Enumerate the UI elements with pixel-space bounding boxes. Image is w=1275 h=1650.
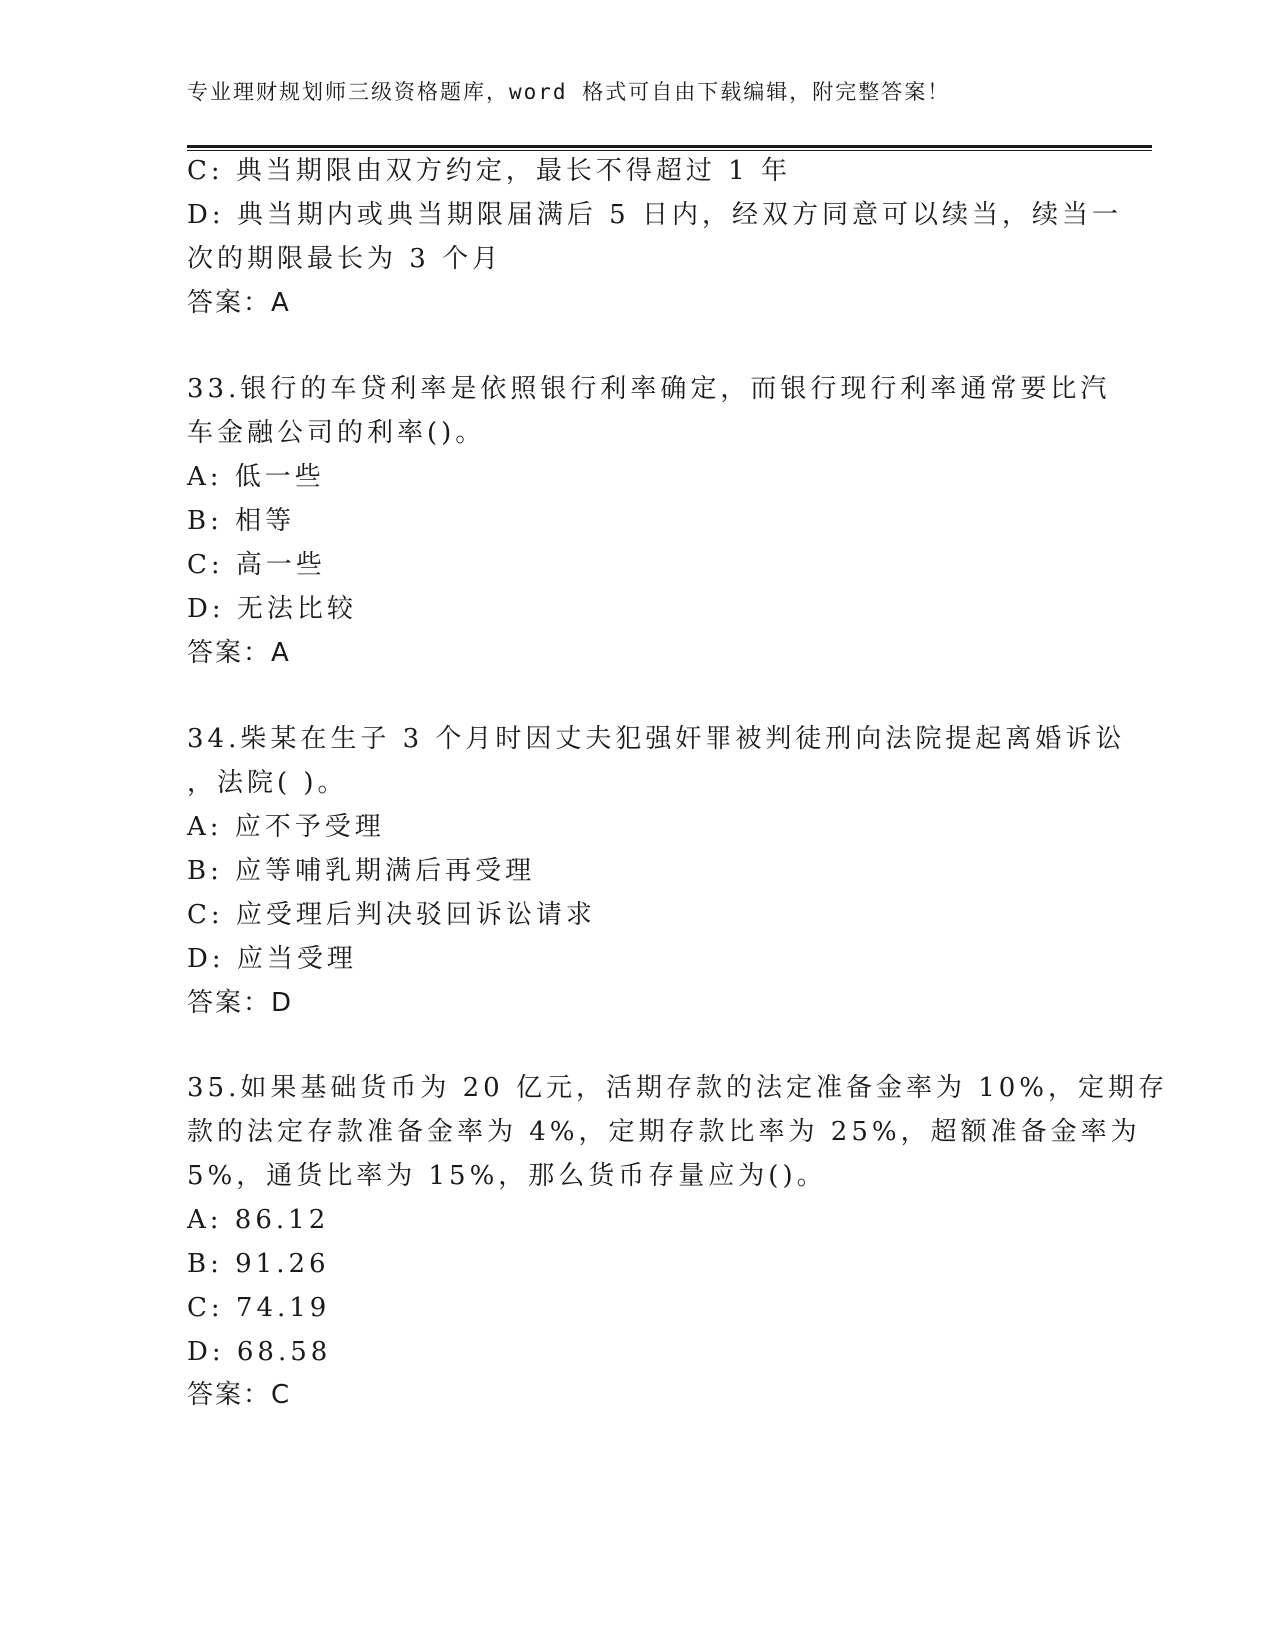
q35-option-d: D: 68.58 bbox=[187, 1337, 332, 1367]
q34-option-d: D: 应当受理 bbox=[187, 944, 357, 974]
q35-answer: 答案：C bbox=[187, 1380, 292, 1410]
q32-option-d-line1: D: 典当期内或典当期限届满后 5 日内，经双方同意可以续当，续当一 bbox=[187, 200, 1122, 230]
q35-stem-line1: 35.如果基础货币为 20 亿元，活期存款的法定准备金率为 10%，定期存 bbox=[187, 1073, 1169, 1103]
q35-option-a: A: 86.12 bbox=[187, 1205, 330, 1235]
q34-option-a: A: 应不予受理 bbox=[187, 812, 385, 842]
q34-option-c: C: 应受理后判决驳回诉讼请求 bbox=[187, 900, 596, 930]
q33-option-d: D: 无法比较 bbox=[187, 594, 357, 624]
q33-stem-line2: 车金融公司的利率()。 bbox=[187, 418, 486, 448]
q33-option-a: A: 低一些 bbox=[187, 462, 325, 492]
q35-option-b: B: 91.26 bbox=[187, 1249, 330, 1279]
page-header: 专业理财规划师三级资格题库，word 格式可自由下载编辑，附完整答案！ bbox=[187, 80, 951, 104]
q33-stem-line1: 33.银行的车贷利率是依照银行利率确定，而银行现行利率通常要比汽 bbox=[187, 374, 1111, 404]
q35-stem-line2: 款的法定存款准备金率为 4%，定期存款比率为 25%，超额准备金率为 bbox=[187, 1117, 1141, 1147]
header-rule-thin bbox=[187, 150, 1152, 151]
q35-stem-line3: 5%，通货比率为 15%，那么货币存量应为()。 bbox=[187, 1161, 827, 1191]
q35-option-c: C: 74.19 bbox=[187, 1293, 331, 1323]
q34-option-b: B: 应等哺乳期满后再受理 bbox=[187, 856, 536, 886]
q32-answer: 答案：A bbox=[187, 288, 291, 318]
q32-option-d-line2: 次的期限最长为 3 个月 bbox=[187, 244, 503, 274]
q34-stem-line2: ，法院( )。 bbox=[187, 768, 348, 798]
q33-answer: 答案：A bbox=[187, 638, 291, 668]
q34-stem-line1: 34.柴某在生子 3 个月时因丈夫犯强奸罪被判徒刑向法院提起离婚诉讼 bbox=[187, 724, 1126, 754]
q33-option-b: B: 相等 bbox=[187, 506, 296, 536]
header-rule-thick bbox=[187, 145, 1152, 148]
q34-answer: 答案：D bbox=[187, 988, 294, 1018]
q32-option-c: C: 典当期限由双方约定，最长不得超过 1 年 bbox=[187, 156, 791, 186]
q33-option-c: C: 高一些 bbox=[187, 550, 326, 580]
